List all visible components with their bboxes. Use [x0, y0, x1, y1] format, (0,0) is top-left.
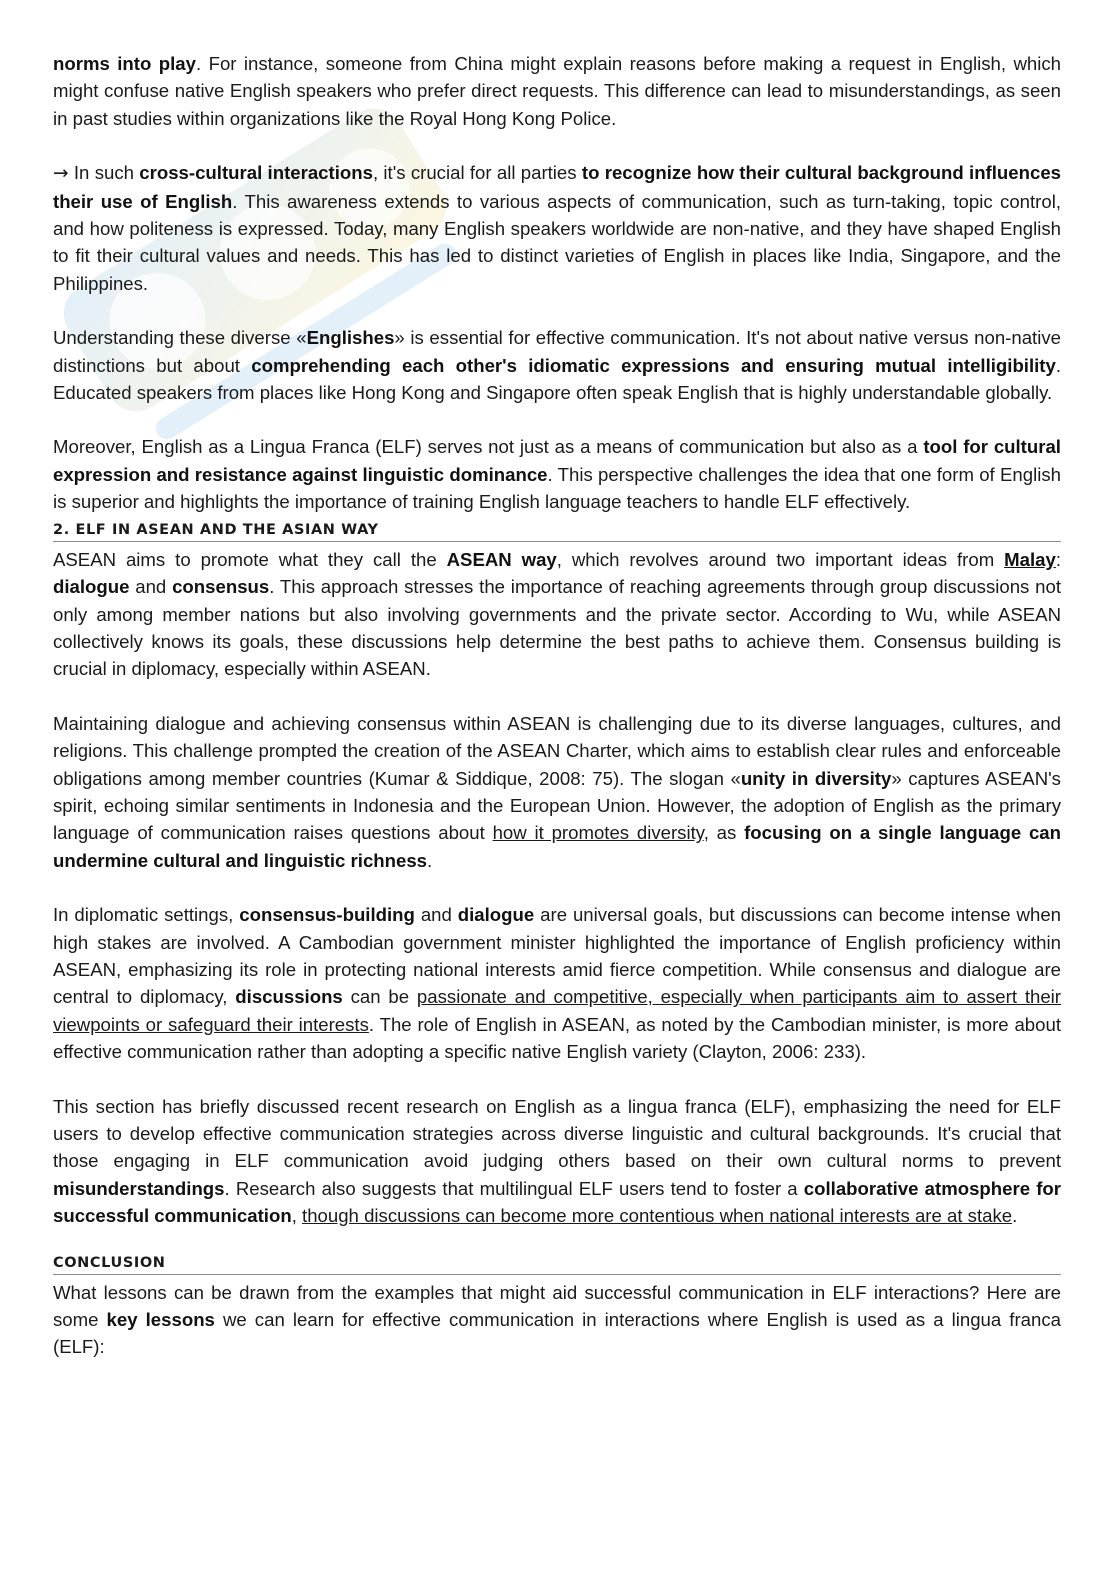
bold-text: Englishes: [306, 327, 395, 349]
text: and: [129, 576, 173, 598]
text: . Educated speakers from places like Hong Kong and Singapore often speak English that is highly understandable globally.: [53, 354, 1061, 404]
text: , as: [703, 822, 745, 844]
text: , which revolves around two important ideas from: [556, 548, 1005, 570]
text: Moreover, English as a Lingua Franca (ELF) serves not just as a means of communication but also as a: [53, 436, 924, 458]
text: ASEAN aims to promote what they call the: [53, 548, 447, 570]
bold-text: to recognize how their cultural background influences their use of English: [53, 162, 1061, 212]
underlined-text: how it promotes diversity: [492, 822, 704, 844]
underlined-text: passionate and competitive, especially when participants aim to assert their viewpoints or safeguard their interests: [53, 986, 1061, 1035]
bold-text: consensus: [172, 576, 270, 598]
bold-text: consensus-building: [239, 904, 415, 926]
bold-text: collaborative atmosphere for successful communication: [53, 1177, 1061, 1227]
text: In such: [68, 162, 140, 184]
arrow-icon: →: [53, 163, 69, 185]
paragraph-3: [53, 324, 1061, 406]
bold-text: tool for cultural expression and resistance against linguistic dominance: [53, 436, 1061, 485]
paragraph-8: [53, 1093, 1061, 1230]
bold-text: focusing on a single language can undermine cultural and linguistic richness: [53, 822, 1062, 871]
bold-text: discussions: [235, 986, 343, 1008]
paragraph-7: [53, 901, 1061, 1065]
paragraph-5: [53, 546, 1061, 683]
text: .: [427, 849, 433, 871]
text: Understanding these diverse «: [53, 327, 307, 349]
text: . This approach stresses the importance of reaching agreements through group discussions not only among member nations but also involving governments and the private sector. According to Wu, while ASEAN collectively knows its goals, these discussions help determine the best paths to achieve them. Consensus building is crucial in diplomacy, especially within ASEAN.: [53, 576, 1062, 680]
bold-text: dialogue: [53, 576, 130, 598]
text: and: [414, 904, 458, 926]
text: are universal goals, but discussions can become intense when high stakes are involved. A Cambodian government minister highlighted the importance of English proficiency within ASEAN, emphasizing its role in protecting national interests amid fierce competition. While consensus and dialogue are central to diplomacy,: [53, 904, 1062, 1008]
text: .: [1012, 1205, 1018, 1227]
text: . This awareness extends to various aspects of communication, such as turn-taking, topic control, and how politeness is expressed. Today, many English speakers worldwide are non-native, and they have shaped English to fit their cultural values and needs. This has led to distinct varieties of English in places like India, Singapore, and the Philippines.: [53, 190, 1062, 294]
bold-text: comprehending each other's idiomatic expressions and ensuring mutual intelligibility: [251, 354, 1056, 376]
text: What lessons can be drawn from the examples that might aid successful communication in ELF interactions? Here are some: [53, 1281, 1061, 1331]
text: » captures ASEAN's spirit, echoing similar sentiments in Indonesia and the European Union. However, the adoption of English as the primary language of communication raises questions about: [53, 767, 1061, 844]
section-heading-conclusion: CONCLUSION: [53, 1254, 1061, 1275]
text: . The role of English in ASEAN, as noted by the Cambodian minister, is more about effective communication rather than adopting a specific native English variety (Clayton, 2006: 233).: [53, 1013, 1062, 1063]
text: can be: [342, 986, 417, 1008]
text: we can learn for effective communication in interactions where English is used as a lingua franca (ELF):: [53, 1309, 1061, 1358]
bold-text: norms into play: [53, 53, 196, 74]
text: . This perspective challenges the idea that one form of English is superior and highlights the importance of training English language teachers to handle ELF effectively.: [53, 463, 1061, 513]
paragraph-2: [53, 159, 1061, 297]
bold-text: dialogue: [457, 904, 535, 926]
paragraph-9: [53, 1279, 1061, 1361]
text: . For instance, someone from China might explain reasons before making a request in English, which might confuse native English speakers who prefer direct requests. This difference can lead to misunderstandings, as seen in past studies within organizations like the Royal Hong Kong Police.: [53, 53, 1061, 129]
bold-text: ASEAN way: [446, 548, 557, 570]
section-heading-elf-asean: 2. ELF IN ASEAN AND THE ASIAN WAY: [53, 521, 1061, 542]
text: :: [1055, 548, 1061, 570]
bold-text: key lessons: [106, 1309, 215, 1331]
paragraph-4: [53, 433, 1061, 515]
text: This section has briefly discussed recent research on English as a lingua franca (ELF), emphasizing the need for ELF users to develop effective communication strategies across diverse linguistic and cultural backgrounds. It's crucial that those engaging in ELF communication avoid judging others based on their own cultural norms to prevent: [53, 1095, 1061, 1172]
text: Maintaining dialogue and achieving consensus within ASEAN is challenging due to its diverse languages, cultures, and religions. This challenge prompted the creation of the ASEAN Charter, which aims to establish clear rules and enforceable obligations among member countries (Kumar & Siddique, 2008: 75). The slogan «: [53, 712, 1061, 789]
paragraph-1: [53, 50, 1061, 132]
bold-text: misunderstandings: [53, 1177, 225, 1199]
text: , it's crucial for all parties: [372, 162, 582, 184]
text: . Research also suggests that multilingual ELF users tend to foster a: [224, 1177, 804, 1199]
text: » is essential for effective communication. It's not about native versus non-native distinctions but about: [53, 327, 1061, 376]
bold-underlined-text: Malay: [1004, 548, 1056, 570]
underlined-text: though discussions can become more contentious when national interests are at stake: [302, 1205, 1013, 1227]
bold-text: unity in diversity: [740, 767, 892, 789]
text: ,: [291, 1205, 303, 1227]
text: In diplomatic settings,: [53, 904, 240, 926]
bold-text: cross-cultural interactions: [139, 162, 373, 184]
paragraph-6: [53, 710, 1061, 874]
